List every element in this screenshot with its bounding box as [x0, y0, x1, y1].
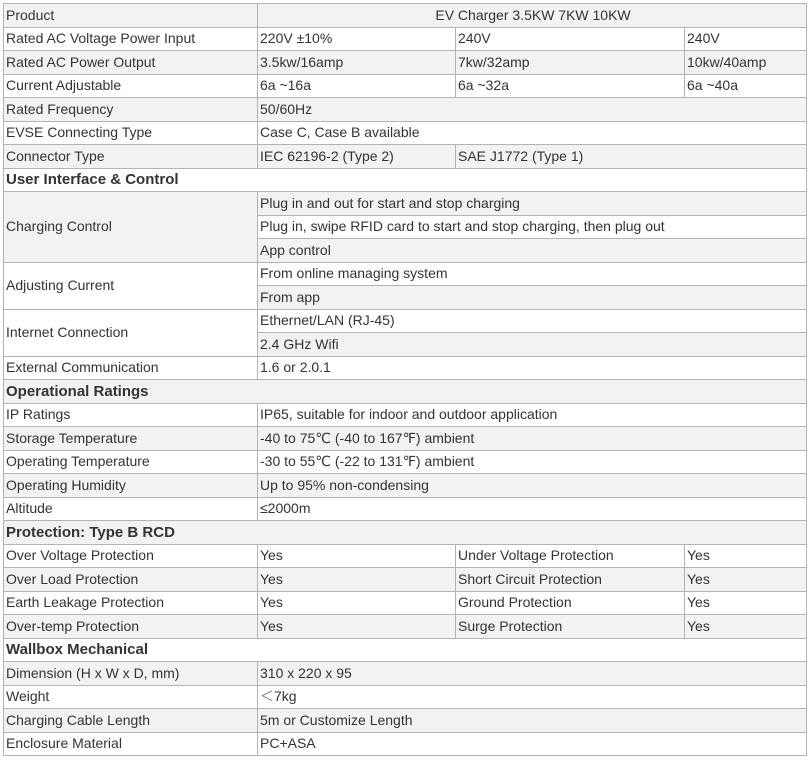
section-header-row [4, 521, 807, 545]
section-header-row [4, 380, 807, 404]
row-label: Product [4, 4, 258, 28]
row-label: Surge Protection [456, 615, 685, 639]
product-row [4, 4, 807, 28]
row-cell: Yes [685, 615, 807, 639]
spec-table [3, 3, 807, 756]
row-cell: IEC 62196-2 (Type 2) [258, 145, 456, 169]
row-label: Rated AC Power Output [4, 51, 258, 75]
row-cell: -40 to 75℃ (-40 to 167℉) ambient [258, 427, 807, 451]
row-cell: SAE J1772 (Type 1) [456, 145, 807, 169]
section-heading: Protection: Type B RCD [4, 521, 807, 545]
row-cell: PC+ASA [258, 732, 807, 756]
row-label: Rated Frequency [4, 98, 258, 122]
table-row [4, 732, 807, 756]
row-label: Storage Temperature [4, 427, 258, 451]
table-row [4, 27, 807, 51]
row-label: IP Ratings [4, 403, 258, 427]
table-row [4, 121, 807, 145]
section-heading: Operational Ratings [4, 380, 807, 404]
row-label: Ground Protection [456, 591, 685, 615]
row-label: Over Voltage Protection [4, 544, 258, 568]
row-label: Current Adjustable [4, 74, 258, 98]
row-cell: Plug in, swipe RFID card to start and stop charging, then plug out [258, 215, 807, 239]
section-heading: Wallbox Mechanical [4, 638, 807, 662]
row-label: Over-temp Protection [4, 615, 258, 639]
table-row [4, 474, 807, 498]
table-row [4, 427, 807, 451]
table-row [4, 544, 807, 568]
row-cell: From app [258, 286, 807, 310]
section-header-row [4, 638, 807, 662]
row-cell: 220V ±10% [258, 27, 456, 51]
row-cell: From online managing system [258, 262, 807, 286]
row-label: Charging Control [4, 192, 258, 263]
table-row [4, 591, 807, 615]
row-cell: 240V [685, 27, 807, 51]
table-row [4, 74, 807, 98]
section-header-row [4, 168, 807, 192]
table-row [4, 403, 807, 427]
row-label: Enclosure Material [4, 732, 258, 756]
row-cell: Yes [258, 615, 456, 639]
row-cell: 2.4 GHz Wifi [258, 333, 807, 357]
row-cell: Plug in and out for start and stop charging [258, 192, 807, 216]
row-label: Operating Humidity [4, 474, 258, 498]
table-row [4, 262, 807, 286]
row-cell: 240V [456, 27, 685, 51]
row-label: External Communication [4, 356, 258, 380]
table-row [4, 309, 807, 333]
row-label: Under Voltage Protection [456, 544, 685, 568]
table-row [4, 145, 807, 169]
row-cell: Yes [685, 568, 807, 592]
row-cell: 310 x 220 x 95 [258, 662, 807, 686]
section-heading: User Interface & Control [4, 168, 807, 192]
row-label: Adjusting Current [4, 262, 258, 309]
row-label: Charging Cable Length [4, 709, 258, 733]
row-label: Earth Leakage Protection [4, 591, 258, 615]
row-cell: 50/60Hz [258, 98, 807, 122]
row-cell: 1.6 or 2.0.1 [258, 356, 807, 380]
table-row [4, 497, 807, 521]
row-label: Dimension (H x W x D, mm) [4, 662, 258, 686]
table-row [4, 98, 807, 122]
row-label: Connector Type [4, 145, 258, 169]
table-row [4, 662, 807, 686]
table-row [4, 51, 807, 75]
row-cell: ≤2000m [258, 497, 807, 521]
row-label: Over Load Protection [4, 568, 258, 592]
table-row [4, 568, 807, 592]
row-label: Weight [4, 685, 258, 709]
row-cell: 7kw/32amp [456, 51, 685, 75]
row-cell: IP65, suitable for indoor and outdoor application [258, 403, 807, 427]
product-value: EV Charger 3.5KW 7KW 10KW [258, 4, 807, 28]
row-cell: 5m or Customize Length [258, 709, 807, 733]
row-cell: 6a ~32a [456, 74, 685, 98]
row-label: Operating Temperature [4, 450, 258, 474]
row-cell: 6a ~16a [258, 74, 456, 98]
row-label: EVSE Connecting Type [4, 121, 258, 145]
table-row [4, 709, 807, 733]
row-label: Internet Connection [4, 309, 258, 356]
row-cell: Yes [685, 591, 807, 615]
row-label: Rated AC Voltage Power Input [4, 27, 258, 51]
row-label: Short Circuit Protection [456, 568, 685, 592]
row-label: Altitude [4, 497, 258, 521]
table-row [4, 685, 807, 709]
table-row [4, 192, 807, 216]
table-row [4, 450, 807, 474]
row-cell: Up to 95% non-condensing [258, 474, 807, 498]
table-row [4, 356, 807, 380]
row-cell: Yes [258, 544, 456, 568]
table-row [4, 615, 807, 639]
row-cell: ＜7kg [258, 685, 807, 709]
row-cell: 10kw/40amp [685, 51, 807, 75]
row-cell: Yes [258, 568, 456, 592]
row-cell: 3.5kw/16amp [258, 51, 456, 75]
row-cell: 6a ~40a [685, 74, 807, 98]
row-cell: Yes [258, 591, 456, 615]
row-cell: -30 to 55℃ (-22 to 131℉) ambient [258, 450, 807, 474]
row-cell: Case C, Case B available [258, 121, 807, 145]
row-cell: Yes [685, 544, 807, 568]
row-cell: App control [258, 239, 807, 263]
row-cell: Ethernet/LAN (RJ-45) [258, 309, 807, 333]
